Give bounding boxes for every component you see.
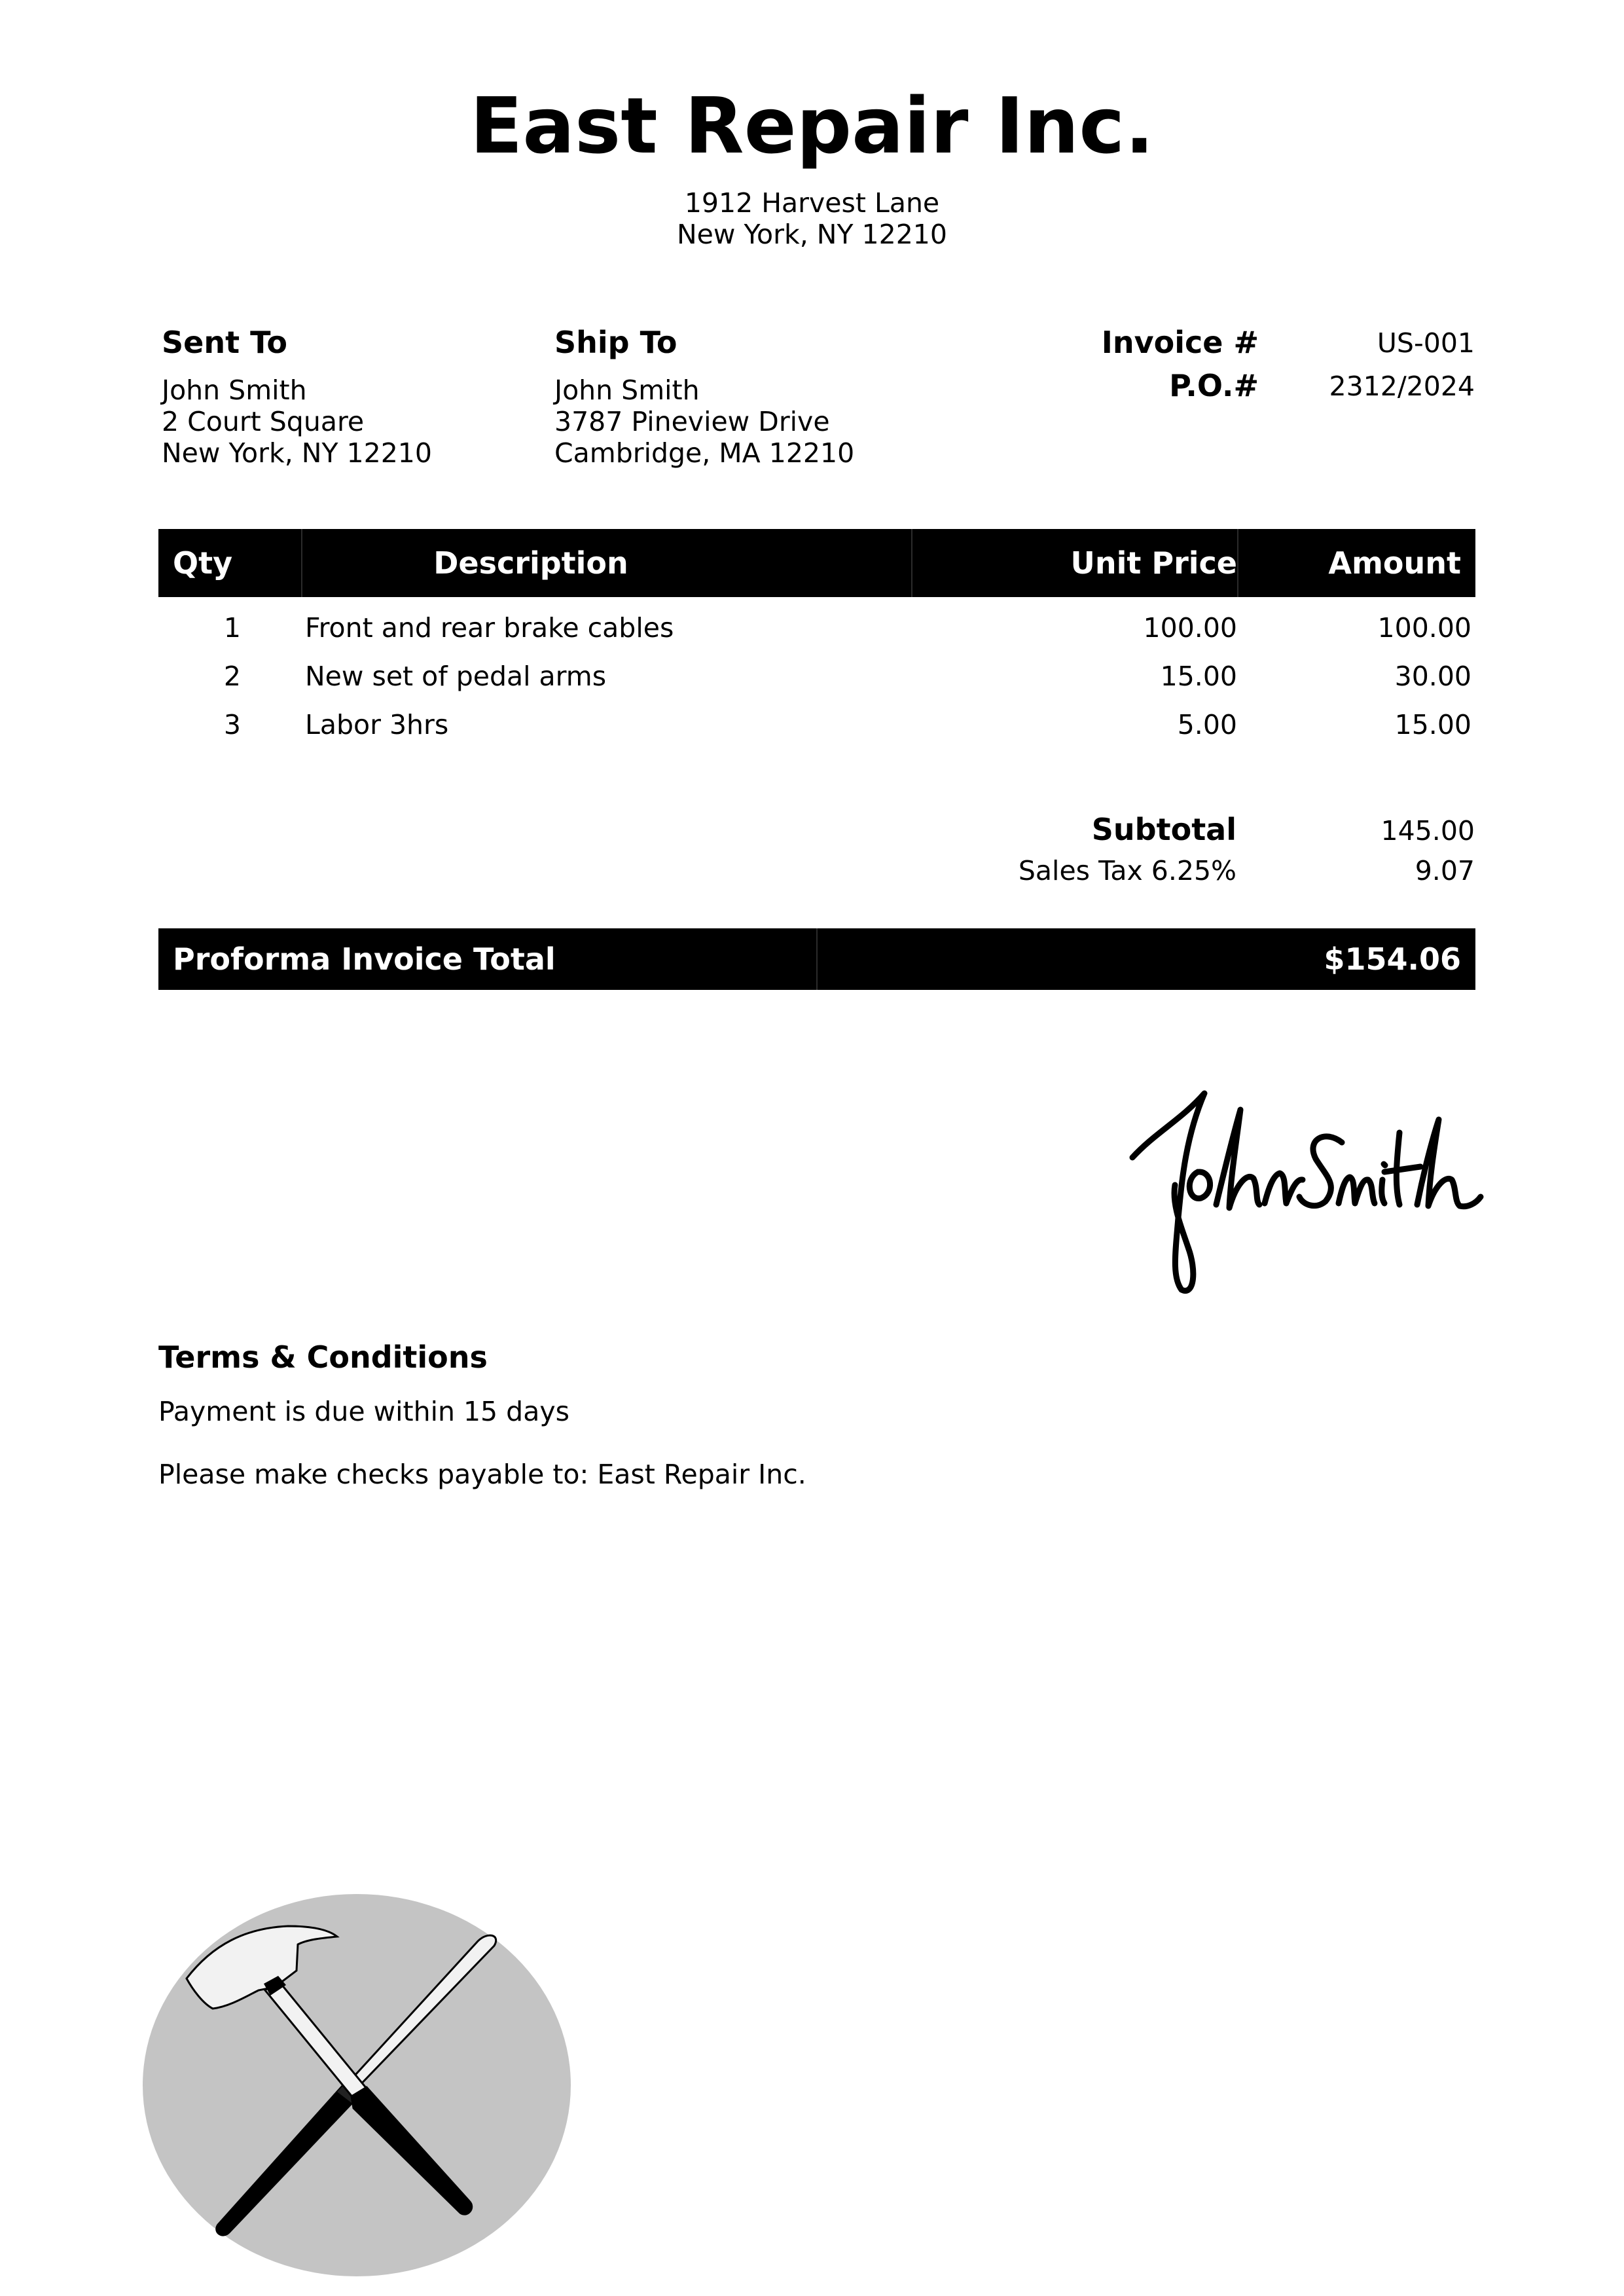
- total-value: $154.06: [1324, 941, 1461, 977]
- sent-to-city: New York, NY 12210: [162, 437, 432, 469]
- crossed-tools-logo: [141, 1892, 573, 2278]
- row-description: Labor 3hrs: [305, 709, 449, 740]
- line-items-header: [158, 529, 1475, 597]
- header-description: Description: [433, 545, 628, 581]
- terms-line-checks: Please make checks payable to: East Repair Inc.: [158, 1459, 806, 1490]
- sent-to-street: 2 Court Square: [162, 406, 365, 437]
- sent-to-heading: Sent To: [162, 325, 287, 360]
- invoice-total-bar: [158, 928, 1475, 990]
- row-unit-price: 15.00: [1160, 661, 1237, 692]
- row-amount: 15.00: [1394, 709, 1471, 740]
- row-unit-price: 5.00: [1177, 709, 1237, 740]
- subtotal-label: Subtotal: [1091, 812, 1236, 847]
- po-number-label: P.O.#: [1169, 368, 1259, 403]
- table-row: [158, 605, 1475, 651]
- ship-to-heading: Ship To: [554, 325, 677, 360]
- row-unit-price: 100.00: [1143, 612, 1237, 644]
- signature-image: [1119, 1080, 1486, 1306]
- row-description: Front and rear brake cables: [305, 612, 674, 644]
- company-address-line1: 1912 Harvest Lane: [684, 187, 940, 219]
- invoice-number-value: US-001: [1377, 327, 1475, 359]
- ship-to-street: 3787 Pineview Drive: [554, 406, 830, 437]
- tax-value: 9.07: [1415, 855, 1475, 886]
- terms-title: Terms & Conditions: [158, 1339, 488, 1375]
- ship-to-city: Cambridge, MA 12210: [554, 437, 855, 469]
- total-divider: [816, 928, 818, 990]
- header-amount: Amount: [1328, 545, 1461, 581]
- sent-to-name: John Smith: [162, 374, 307, 406]
- subtotal-value: 145.00: [1380, 815, 1475, 847]
- header-unit-price: Unit Price: [1070, 545, 1237, 581]
- total-label: Proforma Invoice Total: [173, 941, 556, 977]
- row-qty: 1: [223, 612, 241, 644]
- company-name: East Repair Inc.: [469, 81, 1155, 171]
- invoice-number-label: Invoice #: [1101, 325, 1259, 360]
- po-number-value: 2312/2024: [1329, 371, 1475, 402]
- company-address-line2: New York, NY 12210: [677, 219, 947, 250]
- header-qty: Qty: [173, 545, 233, 581]
- row-qty: 3: [223, 709, 241, 740]
- tax-label: Sales Tax 6.25%: [1018, 855, 1236, 886]
- row-amount: 30.00: [1394, 661, 1471, 692]
- table-row: [158, 653, 1475, 699]
- row-qty: 2: [223, 661, 241, 692]
- terms-line-payment: Payment is due within 15 days: [158, 1396, 569, 1427]
- row-description: New set of pedal arms: [305, 661, 607, 692]
- table-row: [158, 702, 1475, 748]
- row-amount: 100.00: [1377, 612, 1471, 644]
- ship-to-name: John Smith: [554, 374, 700, 406]
